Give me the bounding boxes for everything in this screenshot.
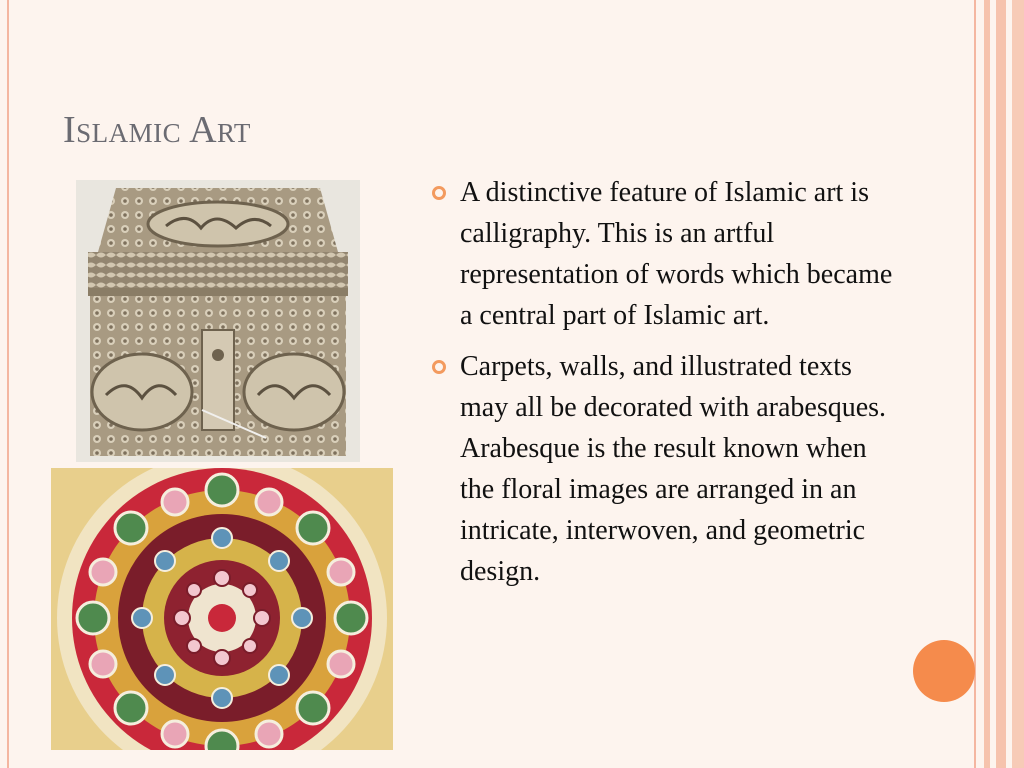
bullet-list: [430, 172, 900, 602]
arabesque-plate-image: [51, 468, 393, 750]
right-border-stripes: [974, 0, 1024, 768]
calligraphy-box-image: [76, 180, 360, 462]
slide-title: Islamic Art: [63, 109, 251, 151]
bullet-circle-icon: [432, 360, 446, 374]
bullet-circle-icon: [432, 186, 446, 200]
bullet-item: [430, 346, 900, 592]
bullet-text: A distinctive feature of Islamic art is calligraphy. This is an artful representation of words which became a central part of Islamic art.: [460, 177, 893, 331]
bullet-item: [430, 172, 900, 336]
decorative-orange-circle: [913, 640, 975, 702]
bullet-text: Carpets, walls, and illustrated texts may all be decorated with arabesques. Arabesque is the result known when the floral images are arranged in an intricate, interwoven, and geometric design.: [460, 351, 887, 587]
left-border-rule: [7, 0, 9, 768]
